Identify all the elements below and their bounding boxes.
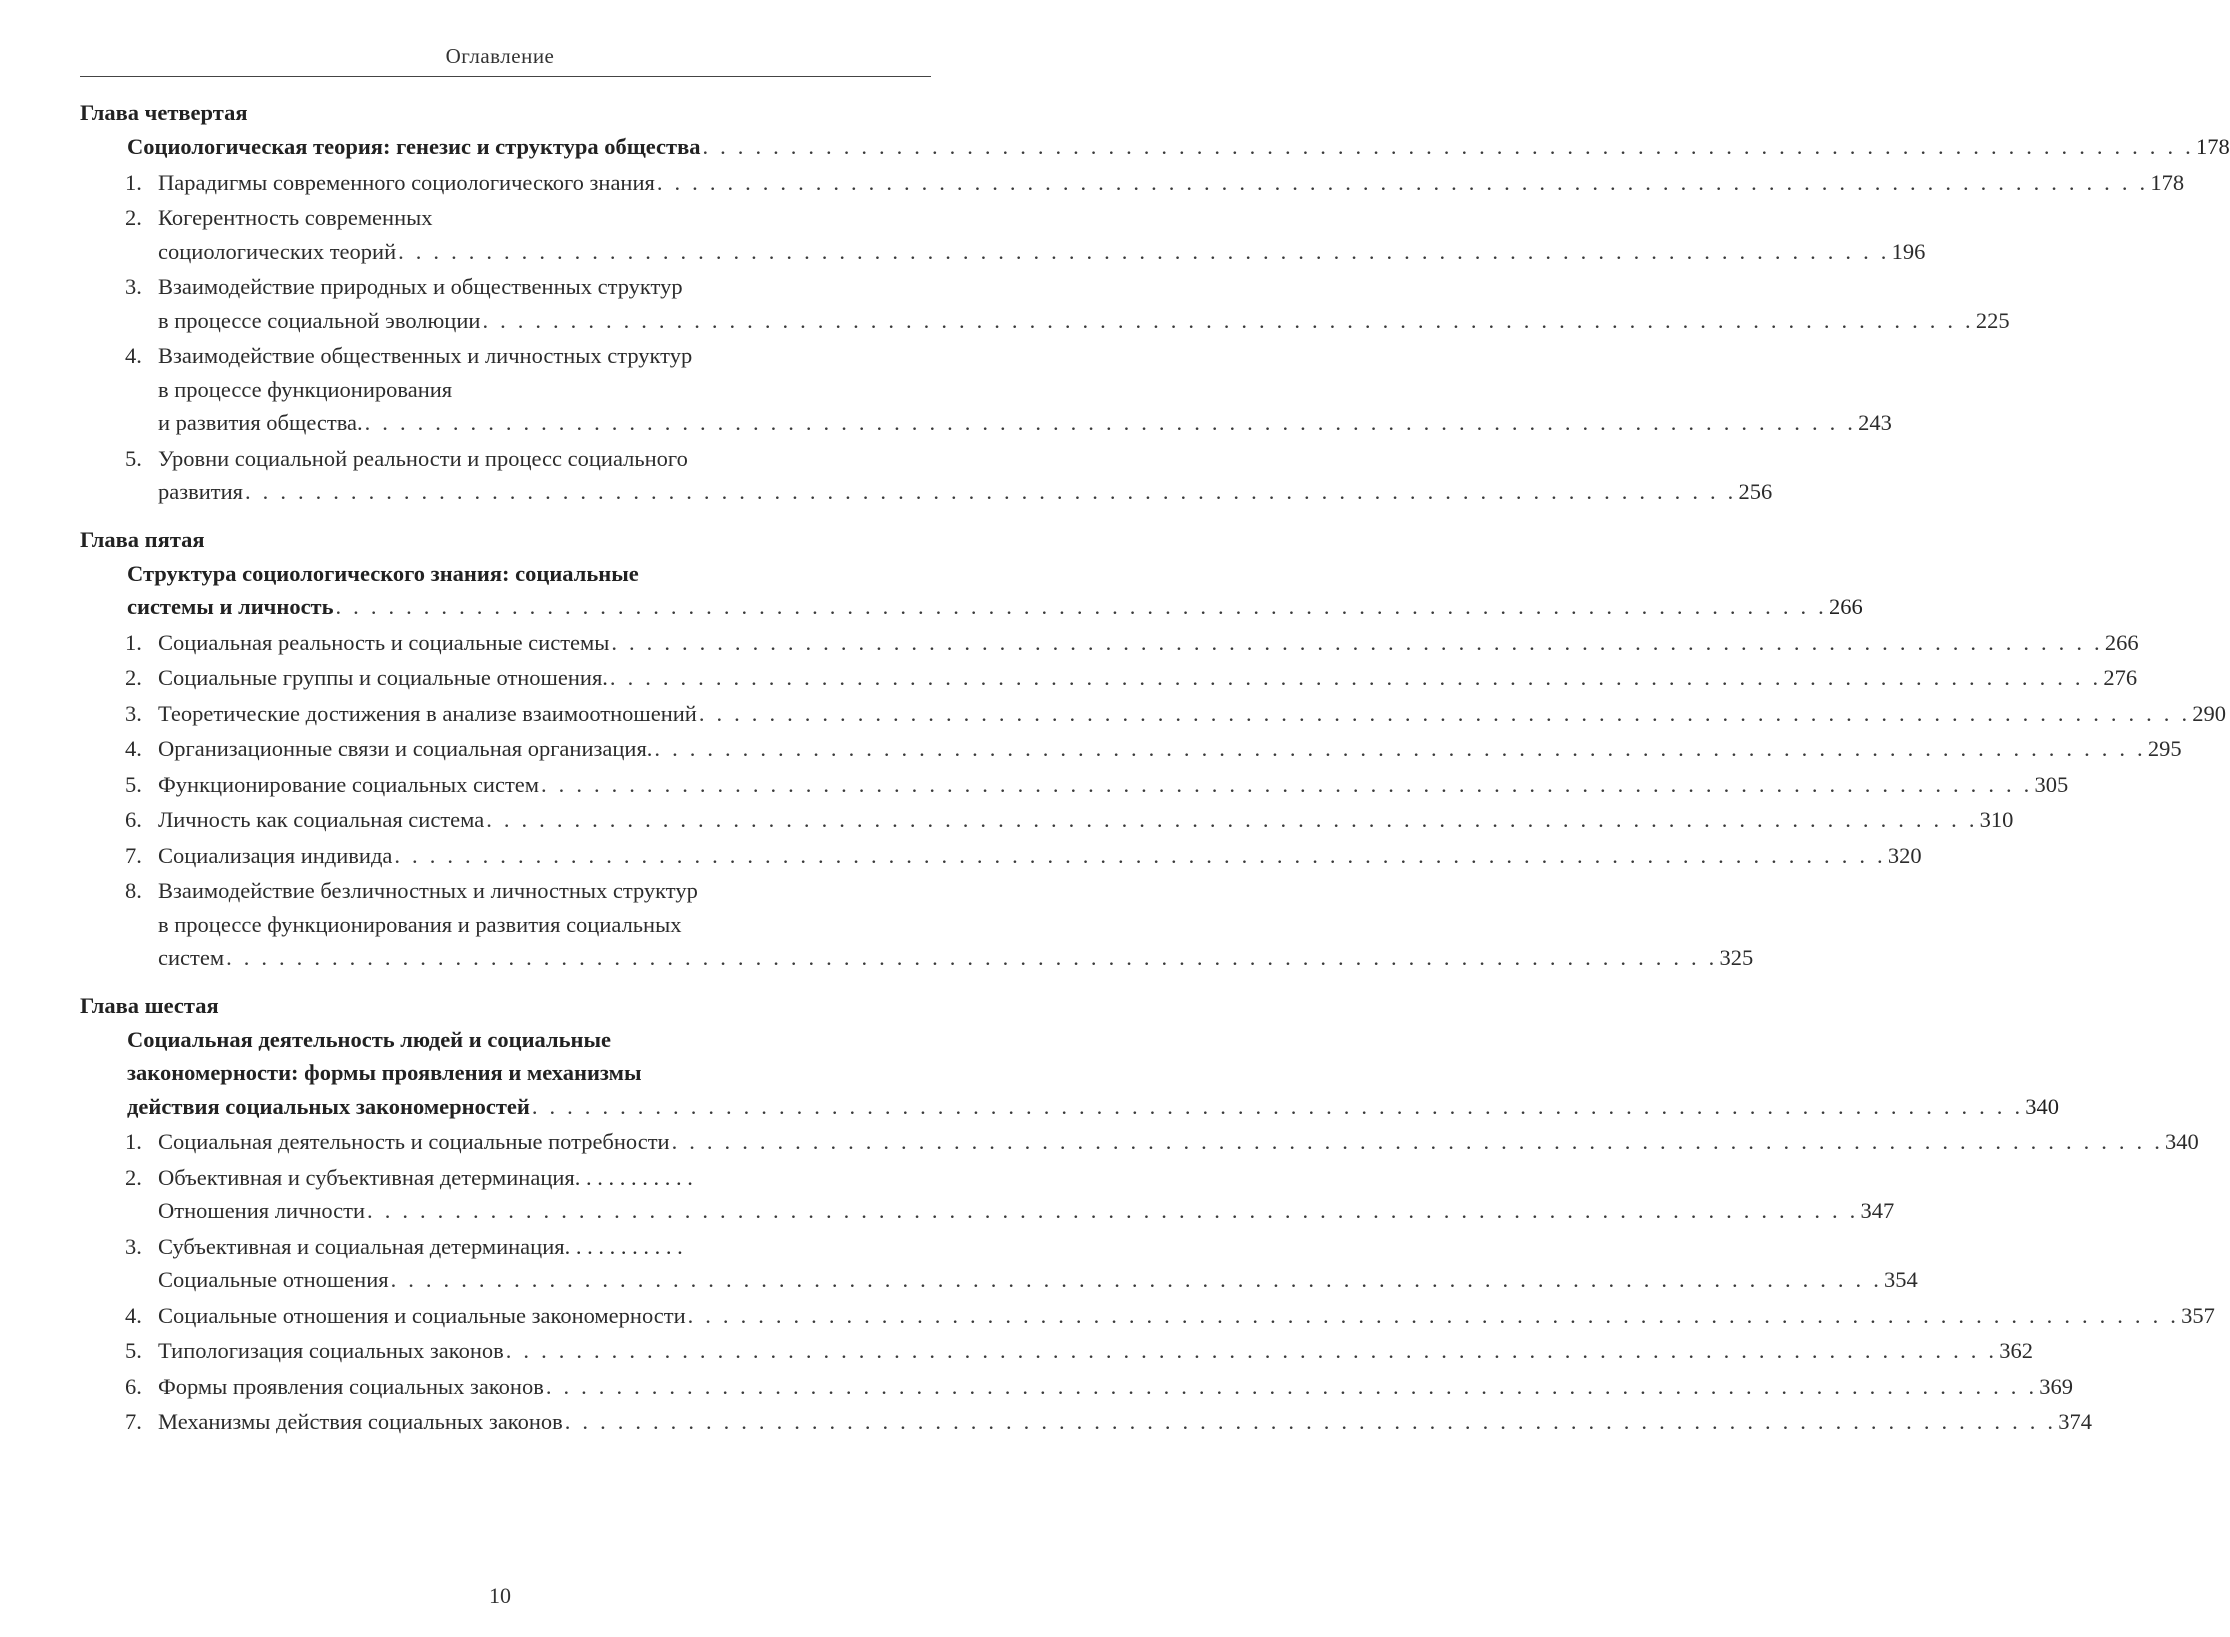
toc-section-entry[interactable] — [80, 1125, 2199, 1159]
running-head: Оглавление — [445, 44, 555, 68]
dot-leader: . . . . . . . . . . . . . . . . . . . . . . . . . . . . . . . . . . . . . . . . . . . . . . . . . . . . . . . . . . . . . . . . . . . . . . . . . . . . . . . . . . . . . — [505, 1338, 1998, 1363]
entry-leader-line — [158, 475, 1773, 509]
page-reference: 357 — [2181, 1302, 2215, 1328]
section-title-line: Социальные группы и социальные отношения. — [158, 665, 608, 690]
page-reference: 295 — [2147, 736, 2182, 761]
section-title-line: развития — [158, 479, 244, 504]
section-number: 2. — [125, 665, 142, 690]
page-reference: 305 — [2034, 771, 2069, 797]
section-number: 6. — [125, 1373, 142, 1399]
section-title-line: Отношения личности — [158, 1198, 366, 1223]
section-number: 4. — [125, 1302, 142, 1328]
toc-section-entry[interactable] — [80, 1161, 1895, 1228]
dot-leader: . . . . . . . . . . . . . . . . . . . . . . . . . . . . . . . . . . . . . . . . . . . . . . . . . . . . . . . . . . . . . . . . . . . . . . . . . . . . . . . . . . . . . — [611, 629, 2103, 655]
dot-leader: . . . . . . . . . . . . . . . . . . . . . . . . . . . . . . . . . . . . . . . . . . . . . . . . . . . . . . . . . . . . . . . . . . . . . . . . . . . . . . . . . . . . . — [245, 479, 1737, 504]
page-reference: 340 — [2165, 1129, 2199, 1154]
section-number: 2. — [125, 205, 142, 230]
toc-section-entry[interactable] — [80, 874, 1754, 975]
section-number: 5. — [125, 771, 142, 797]
page-reference: 374 — [2058, 1409, 2092, 1434]
toc-section-entry[interactable] — [80, 732, 2182, 766]
toc-section-entry[interactable] — [80, 1334, 2033, 1368]
entry-leader-line — [158, 732, 2182, 766]
section-title-line: Социализация индивида — [158, 842, 393, 868]
section-title-line: Взаимодействие природных и общественных структур — [158, 274, 683, 299]
entry-leader-line — [158, 1125, 2199, 1159]
page-reference: 325 — [1719, 945, 1754, 970]
entry-leader-line — [158, 406, 1892, 440]
dot-leader: . . . . . . . . . . . . . . . . . . . . . . . . . . . . . . . . . . . . . . . . . . . . . . . . . . . . . . . . . . . . . . . . . . . . . . . . . . . . . . . . . . . . . — [654, 736, 2146, 761]
section-title-line: в процессе функционирования и развития социальных — [158, 911, 682, 937]
dot-leader: . . . . . . . . . . . . . . . . . . . . . . . . . . . . . . . . . . . . . . . . . . . . . . . . . . . . . . . . . . . . . . . . . . . . . . . . . . . . . . . . . . . . . — [367, 1198, 1859, 1223]
section-title-line: Организационные связи и социальная организация. — [158, 736, 653, 761]
dot-leader: . . . . . . . . . . . . . . . . . . . . . . . . . . . . . . . . . . . . . . . . . . . . . . . . . . . . . . . . . . . . . . . . . . . . . . . . . . . . . . . . . . . . . — [394, 842, 1886, 868]
section-number: 1. — [125, 629, 142, 655]
dot-leader: . . . . . . . . . . . . . . . . . . . . . . . . . . . . . . . . . . . . . . . . . . . . . . . . . . . . . . . . . . . . . . . . . . . . . . . . . . . . . . . . . . . . . — [671, 1129, 2164, 1154]
section-number: 3. — [125, 700, 142, 726]
section-number: 6. — [125, 807, 142, 832]
section-number: 7. — [125, 1409, 142, 1434]
chapter-title-line: действия социальных закономерностей — [127, 1093, 530, 1119]
page-reference: 256 — [1738, 479, 1773, 504]
section-title-line: Когерентность современных — [158, 205, 433, 230]
section-title-line: Парадигмы современного социологического знания — [158, 169, 655, 195]
toc-section-entry[interactable] — [80, 839, 1922, 873]
entry-leader-line — [127, 590, 1863, 624]
chapter-title-line: Структура социологического знания: социальные — [127, 560, 639, 586]
page-reference: 369 — [2039, 1373, 2074, 1399]
dot-leader: . . . . . . . . . . . . . . . . . . . . . . . . . . . . . . . . . . . . . . . . . . . . . . . . . . . . . . . . . . . . . . . . . . . . . . . . . . . . . . . . . . . . . — [609, 665, 2102, 690]
section-number: 4. — [125, 736, 142, 761]
entry-leader-line — [158, 1194, 1895, 1228]
dot-leader: . . . . . . . . . . . . . . . . . . . . . . . . . . . . . . . . . . . . . . . . . . . . . . . . . . . . . . . . . . . . . . . . . . . . . . . . . . . . . . . . . . . . . — [698, 700, 2191, 726]
section-title-line: Взаимодействие общественных и личностных структур — [158, 343, 693, 368]
dot-leader: . . . . . . . . . . . . . . . . . . . . . . . . . . . . . . . . . . . . . . . . . . . . . . . . . . . . . . . . . . . . . . . . . . . . . . . . . . . . . . . . . . . . . — [687, 1302, 2180, 1328]
entry-leader-line — [127, 130, 2230, 164]
page-reference: 347 — [1860, 1198, 1895, 1223]
section-title-line: Взаимодействие безличностных и личностных структур — [158, 878, 698, 903]
page-reference: 225 — [1975, 307, 2010, 333]
dot-leader: . . . . . . . . . . . . . . . . . . . . . . . . . . . . . . . . . . . . . . . . . . . . . . . . . . . . . . . . . . . . . . . . . . . . . . . . . . . . . . . . . . . . . — [482, 307, 1974, 333]
page-reference: 196 — [1891, 238, 1926, 264]
chapter-label: Глава четвертая — [80, 100, 248, 125]
page-reference: 310 — [1979, 807, 2014, 832]
page-reference: 266 — [2104, 629, 2139, 655]
section-title-line: Личность как социальная система — [158, 807, 485, 832]
section-number: 2. — [125, 1164, 142, 1190]
toc-section-entry[interactable] — [80, 803, 2014, 837]
section-number: 1. — [125, 1129, 142, 1154]
section-title-line: Социальные отношения — [158, 1267, 389, 1292]
chapter-title-entry[interactable] — [80, 557, 1863, 624]
dot-leader: . . . . . . . . . . . . . . . . . . . . . . . . . . . . . . . . . . . . . . . . . . . . . . . . . . . . . . . . . . . . . . . . . . . . . . . . . . . . . . . . . . . . . — [364, 410, 1857, 435]
dot-leader: . . . . . . . . . . . . . . . . . . . . . . . . . . . . . . . . . . . . . . . . . . . . . . . . . . . . . . . . . . . . . . . . . . . . . . . . . . . . . . . . . . . . . — [390, 1267, 1883, 1292]
entry-leader-line — [158, 768, 2069, 802]
chapter-title-line: закономерности: формы проявления и механизмы — [127, 1060, 642, 1085]
page-reference: 362 — [1999, 1338, 2033, 1363]
section-title-line: систем — [158, 945, 225, 970]
entry-leader-line — [158, 1299, 2215, 1333]
entry-leader-line — [158, 304, 2010, 338]
section-number: 7. — [125, 842, 142, 868]
chapter-title-line: Социологическая теория: генезис и структура общества — [127, 134, 701, 159]
header-rule — [80, 76, 931, 77]
toc-section-entry[interactable] — [80, 166, 2185, 200]
section-title-line: Уровни социальной реальности и процесс социального — [158, 445, 688, 471]
toc-section-entry[interactable] — [80, 201, 1926, 268]
table-of-contents — [80, 96, 2230, 1453]
entry-leader-line — [158, 697, 2227, 731]
toc-section-entry[interactable] — [80, 697, 2227, 731]
chapter-title-entry[interactable] — [80, 1023, 2060, 1124]
dot-leader: . . . . . . . . . . . . . . . . . . . . . . . . . . . . . . . . . . . . . . . . . . . . . . . . . . . . . . . . . . . . . . . . . . . . . . . . . . . . . . . . . . . . . — [486, 807, 1978, 832]
toc-section-entry[interactable] — [80, 1299, 2215, 1333]
chapter-title-line: системы и личность — [127, 594, 334, 619]
toc-section-entry[interactable] — [80, 1405, 2092, 1439]
dot-leader: . . . . . . . . . . . . . . . . . . . . . . . . . . . . . . . . . . . . . . . . . . . . . . . . . . . . . . . . . . . . . . . . . . . . . . . . . . . . . . . . . . . . . — [335, 594, 1827, 619]
toc-section-entry[interactable] — [80, 339, 1892, 440]
page-reference: 320 — [1887, 842, 1922, 868]
toc-section-entry[interactable] — [80, 661, 2138, 695]
dot-leader: . . . . . . . . . . . . . . . . . . . . . . . . . . . . . . . . . . . . . . . . . . . . . . . . . . . . . . . . . . . . . . . . . . . . . . . . . . . . . . . . . . . . . — [541, 771, 2033, 797]
toc-section-entry[interactable] — [80, 768, 2069, 802]
page-reference: 354 — [1884, 1267, 1918, 1292]
entry-leader-line — [158, 166, 2185, 200]
entry-leader-line — [127, 1090, 2060, 1124]
dot-leader: . . . . . . . . . . . . . . . . . . . . . . . . . . . . . . . . . . . . . . . . . . . . . . . . . . . . . . . . . . . . . . . . . . . . . . . . . . . . . . . . . . . . . — [531, 1093, 2024, 1119]
toc-section-entry[interactable] — [80, 270, 2010, 337]
section-number: 5. — [125, 1338, 142, 1363]
section-number: 4. — [125, 343, 142, 368]
section-number: 3. — [125, 1233, 142, 1259]
chapter-title-entry[interactable] — [80, 130, 2230, 164]
section-title-line: Социальные отношения и социальные закономерности — [158, 1302, 686, 1328]
section-title-line: Функционирование социальных систем — [158, 771, 540, 797]
entry-leader-line — [158, 626, 2139, 660]
entry-leader-line — [158, 1405, 2092, 1439]
section-title-line: Механизмы действия социальных законов — [158, 1409, 563, 1434]
entry-leader-line — [158, 235, 1926, 269]
toc-section-entry[interactable] — [80, 1230, 1918, 1297]
section-title-line: в процессе функционирования — [158, 376, 453, 402]
section-title-line: социологических теорий — [158, 238, 397, 264]
toc-section-entry[interactable] — [80, 626, 2139, 660]
entry-leader-line — [158, 941, 1754, 975]
page-reference: 340 — [2025, 1093, 2060, 1119]
section-title-line: Социальная деятельность и социальные потребности — [158, 1129, 670, 1154]
section-title-line: и развития общества. — [158, 410, 363, 435]
dot-leader: . . . . . . . . . . . . . . . . . . . . . . . . . . . . . . . . . . . . . . . . . . . . . . . . . . . . . . . . . . . . . . . . . . . . . . . . . . . . . . . . . . . . . — [656, 169, 2149, 195]
chapter-block — [80, 989, 2215, 1439]
chapter-block — [80, 523, 2227, 975]
section-title-line: Формы проявления социальных законов — [158, 1373, 544, 1399]
toc-section-entry[interactable] — [80, 442, 1773, 509]
entry-leader-line — [158, 661, 2138, 695]
page-reference: 266 — [1828, 594, 1863, 619]
page-reference: 276 — [2103, 665, 2138, 690]
dot-leader: . . . . . . . . . . . . . . . . . . . . . . . . . . . . . . . . . . . . . . . . . . . . . . . . . . . . . . . . . . . . . . . . . . . . . . . . . . . . . . . . . . . . . — [564, 1409, 2057, 1434]
dot-leader: . . . . . . . . . . . . . . . . . . . . . . . . . . . . . . . . . . . . . . . . . . . . . . . . . . . . . . . . . . . . . . . . . . . . . . . . . . . . . . . . . . . . . — [545, 1373, 2038, 1399]
dot-leader: . . . . . . . . . . . . . . . . . . . . . . . . . . . . . . . . . . . . . . . . . . . . . . . . . . . . . . . . . . . . . . . . . . . . . . . . . . . . . . . . . . . . . — [226, 945, 1718, 970]
section-number: 3. — [125, 274, 142, 299]
section-title-line: Социальная реальность и социальные системы — [158, 629, 610, 655]
entry-leader-line — [158, 803, 2014, 837]
section-title-line: Субъективная и социальная детерминация. . . . . . . . . . . — [158, 1233, 683, 1259]
chapter-block — [80, 96, 2230, 509]
entry-leader-line — [158, 1370, 2074, 1404]
chapter-label: Глава шестая — [80, 992, 219, 1018]
section-number: 5. — [125, 445, 142, 471]
section-title-line: Типологизация социальных законов — [158, 1338, 504, 1363]
entry-leader-line — [158, 1334, 2033, 1368]
page-reference: 178 — [2150, 169, 2185, 195]
entry-leader-line — [158, 1263, 1918, 1297]
page-reference: 243 — [1858, 410, 1892, 435]
section-number: 8. — [125, 878, 142, 903]
section-title-line: Теоретические достижения в анализе взаимоотношений — [158, 700, 697, 726]
chapter-title-line: Социальная деятельность людей и социальные — [127, 1026, 612, 1052]
section-number: 1. — [125, 169, 142, 195]
dot-leader: . . . . . . . . . . . . . . . . . . . . . . . . . . . . . . . . . . . . . . . . . . . . . . . . . . . . . . . . . . . . . . . . . . . . . . . . . . . . . . . . . . . . . — [398, 238, 1890, 264]
section-title-line: Объективная и субъективная детерминация. . . . . . . . . . . — [158, 1164, 693, 1190]
toc-section-entry[interactable] — [80, 1370, 2074, 1404]
page-reference: 290 — [2192, 700, 2227, 726]
page-reference: 178 — [2195, 134, 2230, 159]
chapter-label: Глава пятая — [80, 526, 205, 552]
page-number: 10 — [489, 1583, 511, 1608]
entry-leader-line — [158, 839, 1922, 873]
dot-leader: . . . . . . . . . . . . . . . . . . . . . . . . . . . . . . . . . . . . . . . . . . . . . . . . . . . . . . . . . . . . . . . . . . . . . . . . . . . . . . . . . . . . . — [702, 134, 2194, 159]
section-title-line: в процессе социальной эволюции — [158, 307, 481, 333]
